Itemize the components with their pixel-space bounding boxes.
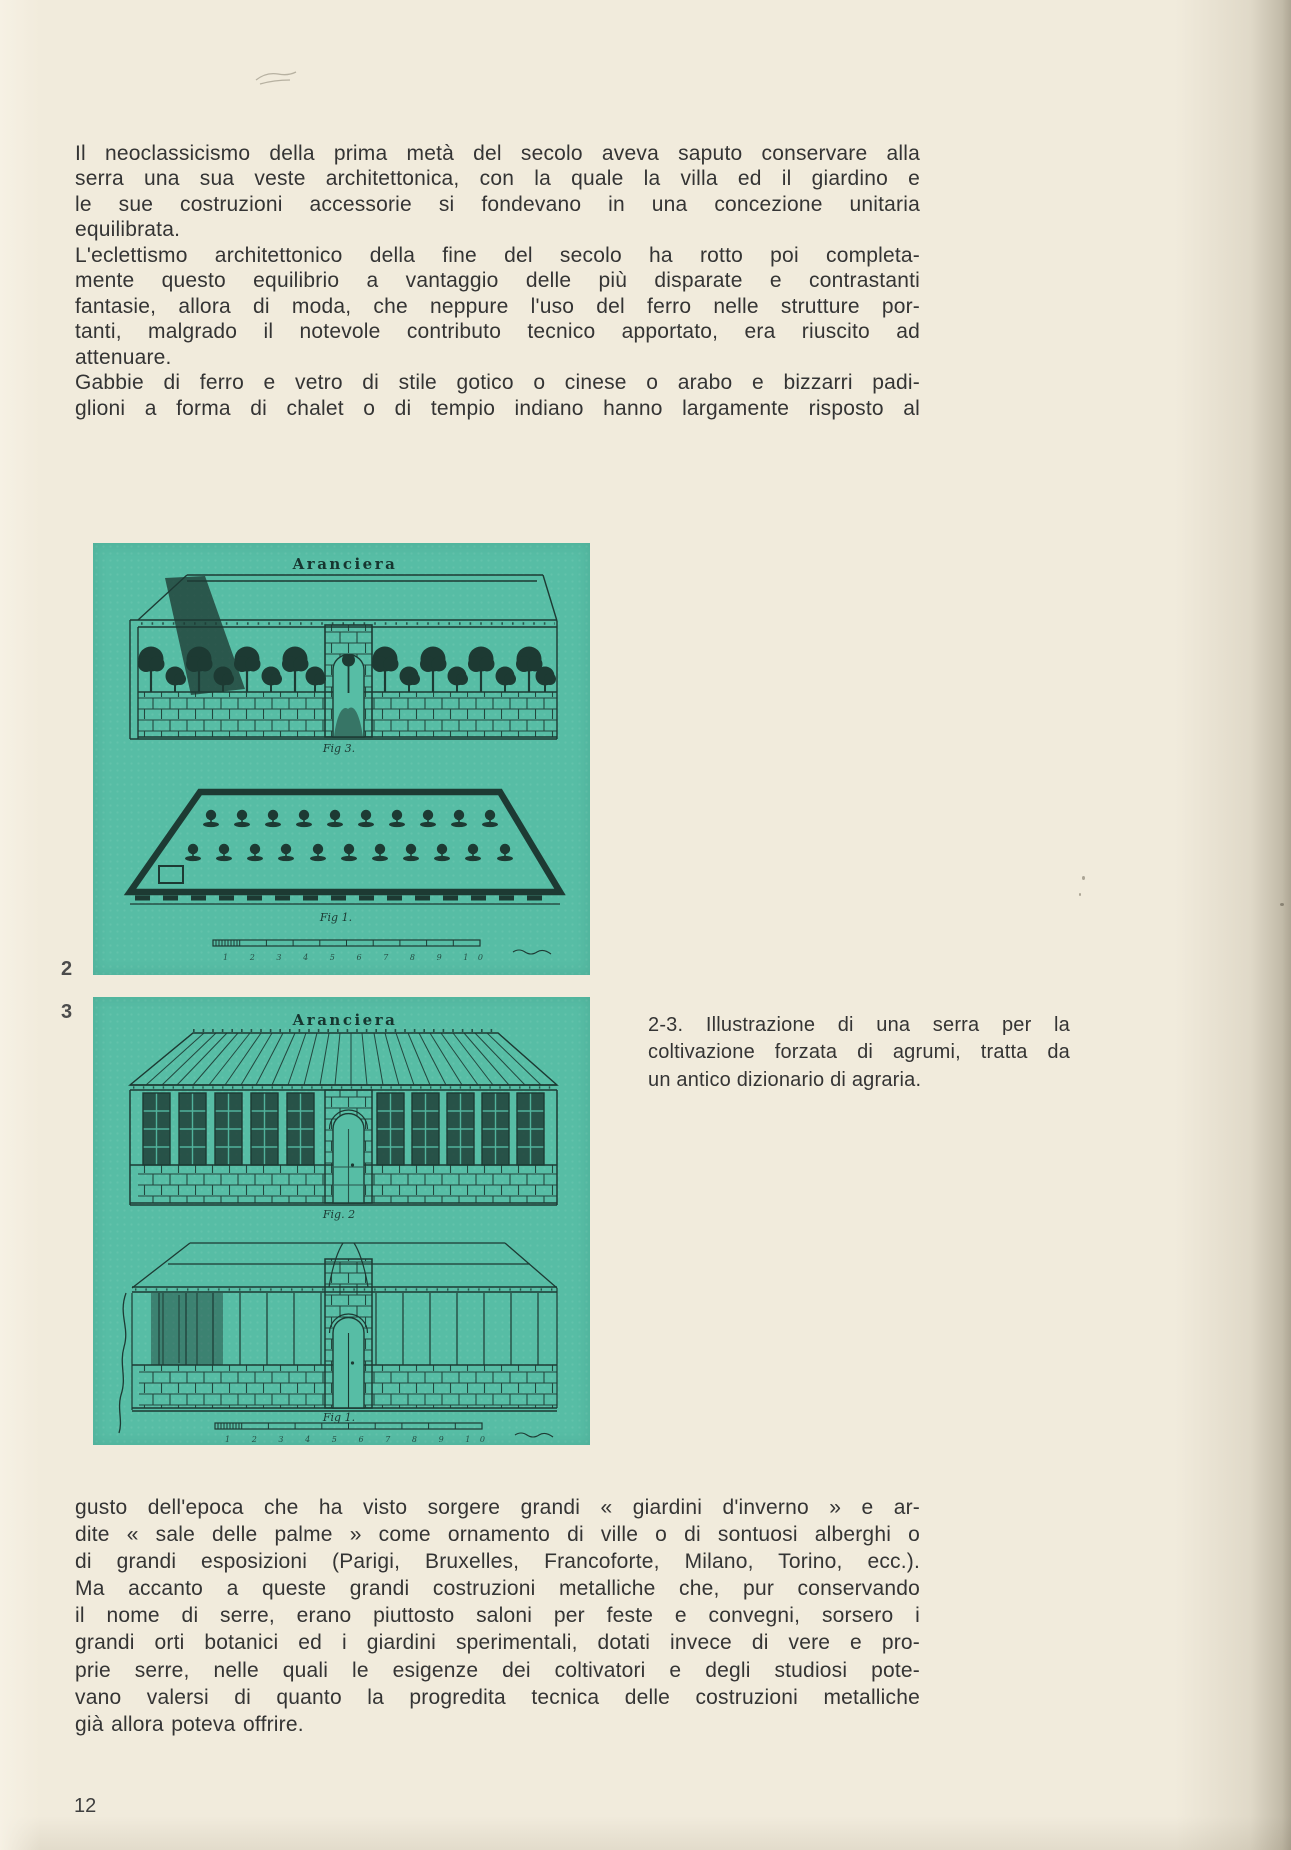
paragraph-line: di grandi esposizioni (Parigi, Bruxelles, Francoforte, Milano, Torino, ecc.). xyxy=(75,1550,920,1574)
paragraph-line: il nome di serre, erano piuttosto saloni per feste e convegni, sorsero i xyxy=(75,1604,920,1628)
page-number: 12 xyxy=(74,1795,97,1817)
plan-tree-row xyxy=(185,844,513,861)
paragraph-line: le sue costruzioni accessorie si fondevano in una concezione unitaria xyxy=(75,192,920,216)
figure-panel-top xyxy=(93,543,590,975)
scale-bar xyxy=(213,940,551,954)
figure-caption xyxy=(648,1012,1070,1094)
engraving-orangery-elevation-and-plan xyxy=(93,543,590,975)
greenhouse-perspective-drawing xyxy=(119,1243,557,1433)
paragraph-line: glioni a forma di chalet o di tempio indiano hanno largamente risposto al xyxy=(75,396,920,420)
paragraph-line: L'eclettismo architettonico della fine del secolo ha rotto poi completa- xyxy=(75,243,920,267)
paragraph-line: gusto dell'epoca che ha visto sorgere grandi « giardini d'inverno » e ar- xyxy=(75,1496,920,1519)
bottom-text-block xyxy=(75,1494,920,1738)
dust-speck xyxy=(1280,903,1284,906)
paragraph-line: tanti, malgrado il notevole contributo tecnico apportato, era riuscito ad xyxy=(75,320,920,344)
pencil-mark xyxy=(250,66,304,90)
arched-doorway xyxy=(325,1090,372,1203)
top-text-block xyxy=(75,141,920,421)
figure-title: Aranciera xyxy=(292,1011,398,1029)
scale-numbers: 1 2 3 4 5 6 7 8 9 10 xyxy=(225,1435,485,1444)
dust-speck xyxy=(1079,893,1081,896)
vine-squiggle xyxy=(119,1293,126,1433)
fig-label: Fig 1. xyxy=(319,911,353,924)
fig-label: Fig 3. xyxy=(322,742,356,755)
fig-label: Fig 1. xyxy=(322,1411,356,1424)
plan-tree-row xyxy=(203,810,498,827)
paragraph-line: Il neoclassicismo della prima metà del secolo aveva saputo conservare alla xyxy=(75,142,920,165)
paragraph-line: Gabbie di ferro e vetro di stile gotico o cinese o arabo e bizzarri padi- xyxy=(75,371,920,395)
paragraph-line: equilibrata. xyxy=(75,218,181,242)
paragraph-line: grandi orti botanici ed i giardini sperimentali, dotati invece di vere e pro- xyxy=(75,1631,920,1655)
paragraph-line: vano valersi di quanto la progredita tecnica delle costruzioni metalliche xyxy=(75,1685,920,1709)
paragraph-line: serra una sua veste architettonica, con la quale la villa ed il giardino e xyxy=(75,167,920,191)
caption-line: un antico dizionario di agraria. xyxy=(648,1068,922,1091)
figure-number-2: 2 xyxy=(61,958,73,980)
paragraph-line: fantasie, allora di moda, che neppure l'uso del ferro nelle strutture por- xyxy=(75,294,920,318)
greenhouse-elevation-drawing xyxy=(130,1031,557,1206)
figure-number-3: 3 xyxy=(61,1001,73,1023)
caption-line: coltivazione forzata di agrumi, tratta da xyxy=(648,1041,1070,1064)
perspective-arched-doorway xyxy=(325,1259,372,1408)
fig-label: Fig. 2 xyxy=(322,1208,356,1221)
paragraph-line: già allora poteva offrire. xyxy=(75,1712,304,1736)
paragraph-line: dite « sale delle palme » come ornamento di ville o di sontuosi alberghi o xyxy=(75,1523,920,1547)
engraving-greenhouse-elevation-and-perspective xyxy=(93,997,590,1445)
paragraph-line: prie serre, nelle quali le esigenze dei coltivatori e degli studiosi pote- xyxy=(75,1658,920,1682)
caption-line: 2-3. Illustrazione di una serra per la xyxy=(648,1014,1070,1036)
paragraph-line: attenuare. xyxy=(75,345,172,369)
paragraph-line: mente questo equilibrio a vantaggio delle più disparate e contrastanti xyxy=(75,269,920,293)
central-arch-pier xyxy=(325,625,372,737)
figure-panel-bottom xyxy=(93,997,590,1445)
orangery-plan-drawing xyxy=(130,792,560,904)
scale-numbers: 1 2 3 4 5 6 7 8 9 10 xyxy=(223,953,483,962)
figure-title: Aranciera xyxy=(292,555,398,573)
paragraph-line: Ma accanto a queste grandi costruzioni metalliche che, pur conservando xyxy=(75,1577,920,1601)
dust-speck xyxy=(1082,876,1085,880)
